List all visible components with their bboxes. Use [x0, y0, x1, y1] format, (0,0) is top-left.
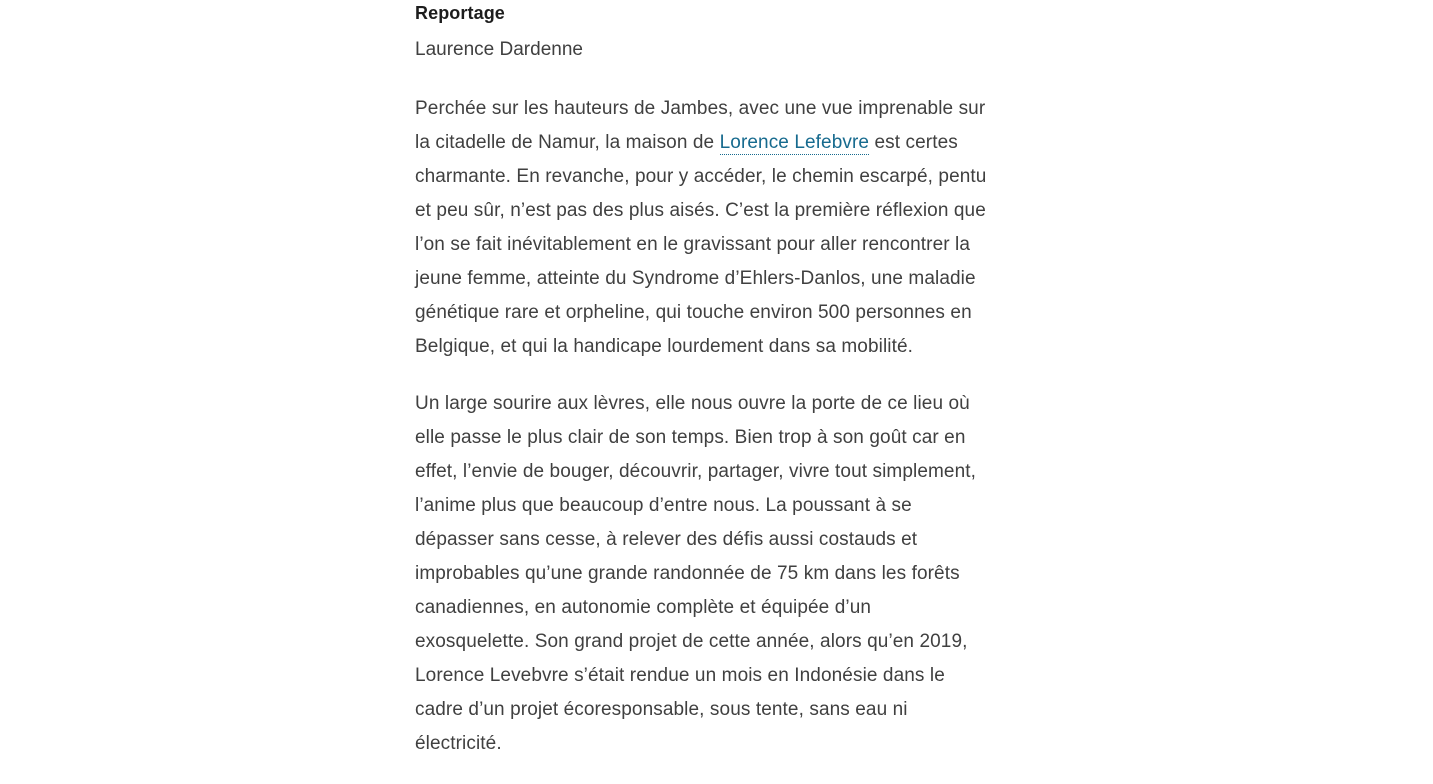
text-segment: improbables qu’une grande randonnée de 75 km dans les forêts — [415, 563, 960, 584]
text-segment: exosquelette. Son grand projet de cette année, alors qu’en 2019, — [415, 631, 968, 652]
article-author: Laurence Dardenne — [415, 39, 583, 60]
text-line — [415, 194, 1020, 228]
text-segment: effet, l’envie de bouger, découvrir, partager, vivre tout simplement, — [415, 461, 977, 482]
text-segment: charmante. En revanche, pour y accéder, le chemin escarpé, pentu — [415, 166, 987, 187]
article-paragraphs — [415, 92, 1020, 761]
text-line — [415, 489, 1020, 523]
text-segment: est certes — [869, 132, 958, 153]
text-segment: elle passe le plus clair de son temps. Bien trop à son goût car en — [415, 427, 966, 448]
text-segment: Belgique, et qui la handicape lourdement dans sa mobilité. — [415, 336, 914, 357]
text-segment: l’anime plus que beaucoup d’entre nous. La poussant à se — [415, 495, 912, 516]
text-line — [415, 387, 1020, 421]
text-segment: Lorence Levebvre s’était rendue un mois en Indonésie dans le — [415, 665, 945, 686]
text-line — [415, 523, 1020, 557]
text-segment: Un large sourire aux lèvres, elle nous ouvre la porte de ce lieu où — [415, 393, 970, 414]
text-line — [415, 557, 1020, 591]
text-line — [415, 330, 1020, 364]
text-line — [415, 296, 1020, 330]
text-segment: Perchée sur les hauteurs de Jambes, avec une vue imprenable sur — [415, 98, 986, 119]
text-line — [415, 262, 1020, 296]
text-segment: la citadelle de Namur, la maison de — [415, 132, 720, 153]
text-line — [415, 92, 1020, 126]
text-line — [415, 727, 1020, 761]
text-segment: canadiennes, en autonomie complète et équipée d’un — [415, 597, 872, 618]
text-segment: électricité. — [415, 733, 502, 754]
text-line — [415, 126, 1020, 160]
text-line — [415, 228, 1020, 262]
paragraph — [415, 387, 1020, 761]
text-line — [415, 455, 1020, 489]
text-segment: cadre d’un projet écoresponsable, sous tente, sans eau ni — [415, 699, 908, 720]
text-line — [415, 160, 1020, 194]
lorence-lefebvre-link[interactable]: Lorence Lefebvre — [719, 132, 870, 153]
text-line — [415, 693, 1020, 727]
text-line — [415, 591, 1020, 625]
text-segment: jeune femme, atteinte du Syndrome d’Ehlers-Danlos, une maladie — [415, 268, 976, 289]
text-line — [415, 421, 1020, 455]
text-line — [415, 625, 1020, 659]
text-segment: l’on se fait inévitablement en le gravissant pour aller rencontrer la — [415, 234, 971, 255]
text-line — [415, 659, 1020, 693]
article-kicker: Reportage — [415, 3, 505, 23]
text-segment: dépasser sans cesse, à relever des défis aussi costauds et — [415, 529, 918, 550]
text-segment: génétique rare et orpheline, qui touche environ 500 personnes en — [415, 302, 972, 323]
text-segment: et peu sûr, n’est pas des plus aisés. C’est la première réflexion que — [415, 200, 986, 221]
paragraph — [415, 92, 1020, 364]
article-body — [415, 0, 1020, 784]
